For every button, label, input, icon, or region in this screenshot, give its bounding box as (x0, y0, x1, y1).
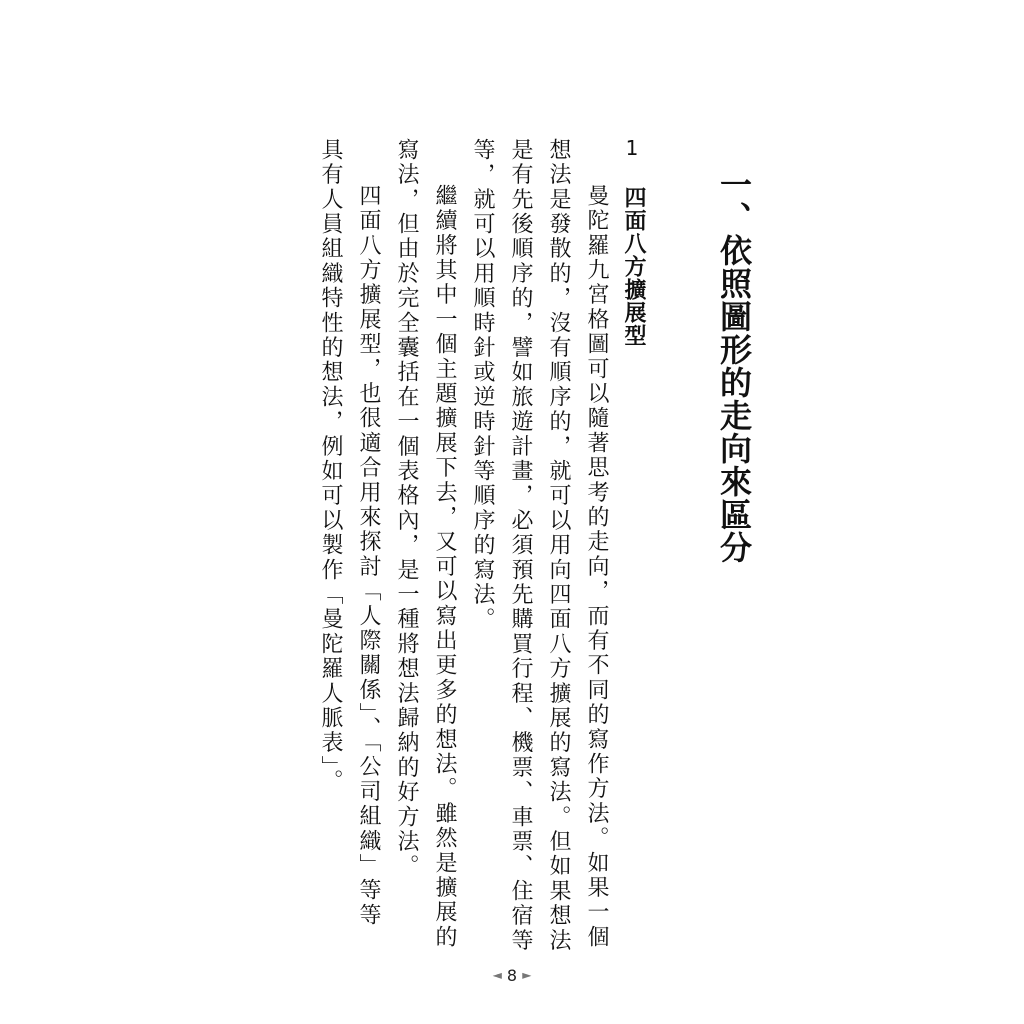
paragraph-line: 想法是發散的，沒有順序的，就可以用向四面八方擴展的寫法。但如果想法 (546, 138, 571, 954)
page-number: 8 (506, 966, 518, 985)
paragraph-line: 四面八方擴展型，也很適合用來探討「人際關係」、「公司組織」等等 (356, 184, 381, 928)
chapter-title: 一、依照圖形的走向來區分 (715, 168, 753, 564)
left-arrow-icon: ◄ (492, 968, 502, 982)
right-arrow-icon: ► (522, 968, 532, 982)
paragraph-line: 曼陀羅九宮格圖可以隨著思考的走向，而有不同的寫作方法。如果一個 (584, 184, 609, 950)
section-heading: 四面八方擴展型 (621, 186, 646, 347)
paragraph-line: 繼續將其中一個主題擴展下去，又可以寫出更多的想法。雖然是擴展的 (432, 184, 457, 950)
paragraph-line: 具有人員組織特性的想法，例如可以製作「曼陀羅人脈表」。 (318, 138, 343, 794)
paragraph-line: 寫法，但由於完全囊括在一個表格內，是一種將想法歸納的好方法。 (394, 138, 419, 879)
section-number: 1 (625, 136, 639, 160)
page-footer (0, 966, 1024, 985)
paragraph-line: 等，就可以用順時針或逆時針等順序的寫法。 (470, 138, 495, 632)
paragraph-line: 是有先後順序的，譬如旅遊計畫，必須預先購買行程、機票、車票、住宿等 (508, 138, 533, 954)
